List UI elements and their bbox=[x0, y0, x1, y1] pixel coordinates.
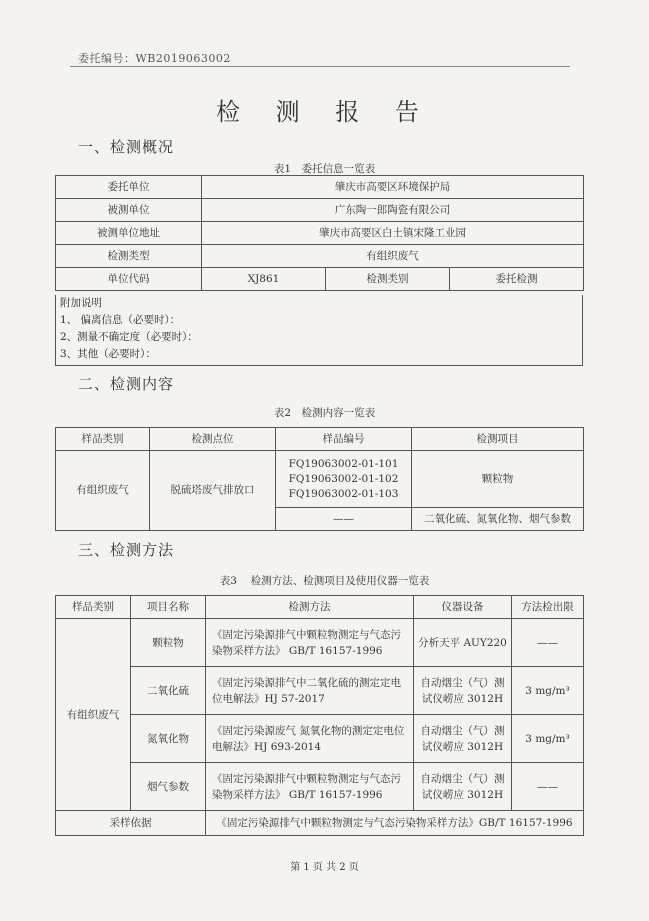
document-title: 检 测 报 告 bbox=[216, 98, 433, 126]
detection-limit: 3 mg/m³ bbox=[512, 715, 584, 763]
section-heading-content: 二、检测内容 bbox=[78, 375, 175, 393]
table-row bbox=[56, 199, 584, 222]
instrument: 自动烟尘（气）测试仪崂应 3012H bbox=[414, 763, 512, 811]
note-line: 2、测量不确定度（必要时）： bbox=[60, 331, 198, 343]
category-value: 委托检测 bbox=[450, 268, 584, 291]
detection-limit: —— bbox=[512, 763, 584, 811]
entrust-number: 委托编号：WB2019063002 bbox=[78, 52, 231, 65]
row-label: 检测类型 bbox=[56, 245, 202, 268]
page-number: 第 1 页 共 2 页 bbox=[290, 862, 359, 873]
method-text: 《固定污染源排气中颗粒物测定与气态污染物采样方法》 GB/T 16157-1996 bbox=[206, 619, 414, 667]
instrument: 自动烟尘（气）测试仪崂应 3012H bbox=[414, 715, 512, 763]
table-header-row bbox=[56, 428, 584, 451]
table2-caption: 表2 检测内容一览表 bbox=[273, 407, 376, 419]
method-text: 《固定污染源排气中二氧化硫的测定定电位电解法》HJ 57-2017 bbox=[206, 667, 414, 715]
header-rule bbox=[70, 66, 570, 67]
note-line: 1、 偏离信息（必要时）： bbox=[60, 314, 181, 326]
header-cell: 项目名称 bbox=[131, 596, 206, 619]
sample-ids bbox=[276, 451, 412, 508]
row-label: 被测单位 bbox=[56, 199, 202, 222]
test-items: 二氧化硫、氮氧化物、烟气参数 bbox=[412, 508, 584, 531]
table-row bbox=[56, 667, 584, 715]
header-cell: 检测项目 bbox=[412, 428, 584, 451]
table1-caption: 表1 委托信息一览表 bbox=[273, 163, 376, 175]
sample-type: 有组织废气 bbox=[56, 451, 150, 531]
method-text: 《固定污染源废气 氮氧化物的测定定电位电解法》HJ 693-2014 bbox=[206, 715, 414, 763]
sample-type: 有组织废气 bbox=[56, 619, 131, 811]
instrument: 分析天平 AUY220 bbox=[414, 619, 512, 667]
row-value: 肇庆市高要区白土镇宋隆工业园 bbox=[202, 222, 584, 245]
section-heading-method: 三、检测方法 bbox=[78, 541, 175, 559]
section-heading-overview: 一、检测概况 bbox=[78, 138, 175, 156]
item-name: 二氧化硫 bbox=[131, 667, 206, 715]
header-cell: 样品类别 bbox=[56, 596, 131, 619]
header-cell: 检测点位 bbox=[150, 428, 276, 451]
note-line: 3、其他（必要时）： bbox=[60, 348, 156, 360]
header-cell: 样品编号 bbox=[276, 428, 412, 451]
sample-id: FQ19063002-01-101 bbox=[288, 457, 399, 470]
additional-notes bbox=[55, 295, 583, 366]
row-label: 被测单位地址 bbox=[56, 222, 202, 245]
item-name: 颗粒物 bbox=[131, 619, 206, 667]
table3-caption: 表3 检测方法、检测项目及使用仪器一览表 bbox=[219, 575, 430, 587]
table-row bbox=[56, 763, 584, 811]
instrument: 自动烟尘（气）测试仪崂应 3012H bbox=[414, 667, 512, 715]
header-cell: 样品类别 bbox=[56, 428, 150, 451]
item-name: 氮氧化物 bbox=[131, 715, 206, 763]
row-label: 委托单位 bbox=[56, 176, 202, 199]
unit-code-value: XJ861 bbox=[202, 268, 326, 291]
table-header-row bbox=[56, 596, 584, 619]
test-point: 脱硫塔废气排放口 bbox=[150, 451, 276, 531]
table-row bbox=[56, 222, 584, 245]
table-row bbox=[56, 619, 584, 667]
row-value: 广东陶一郎陶瓷有限公司 bbox=[202, 199, 584, 222]
table-row bbox=[56, 268, 584, 291]
method-text: 《固定污染源排气中颗粒物测定与气态污染物采样方法》 GB/T 16157-1996 bbox=[206, 763, 414, 811]
row-value: 有组织废气 bbox=[202, 245, 584, 268]
test-content-table bbox=[55, 427, 584, 531]
sampling-basis-label: 采样依据 bbox=[56, 811, 206, 836]
note-line: 附加说明 bbox=[60, 297, 102, 309]
header-cell: 检测方法 bbox=[206, 596, 414, 619]
sample-id-dash: —— bbox=[276, 508, 412, 531]
table-row bbox=[56, 451, 584, 508]
detection-limit: 3 mg/m³ bbox=[512, 667, 584, 715]
table-row bbox=[56, 715, 584, 763]
header-cell: 方法检出限 bbox=[512, 596, 584, 619]
test-items: 颗粒物 bbox=[412, 451, 584, 508]
entrust-info-table bbox=[55, 175, 584, 291]
table-row bbox=[56, 245, 584, 268]
table-row bbox=[56, 811, 584, 836]
test-method-table bbox=[55, 595, 584, 836]
table-row bbox=[56, 176, 584, 199]
item-name: 烟气参数 bbox=[131, 763, 206, 811]
detection-limit: —— bbox=[512, 619, 584, 667]
sample-id: FQ19063002-01-102 bbox=[288, 472, 399, 485]
row-value: 肇庆市高要区环境保护局 bbox=[202, 176, 584, 199]
sample-id: FQ19063002-01-103 bbox=[288, 487, 399, 500]
row-label: 单位代码 bbox=[56, 268, 202, 291]
sampling-basis-value: 《固定污染源排气中颗粒物测定与气态污染物采样方法》GB/T 16157-1996 bbox=[206, 811, 584, 836]
category-label: 检测类别 bbox=[326, 268, 450, 291]
header-cell: 仪器设备 bbox=[414, 596, 512, 619]
